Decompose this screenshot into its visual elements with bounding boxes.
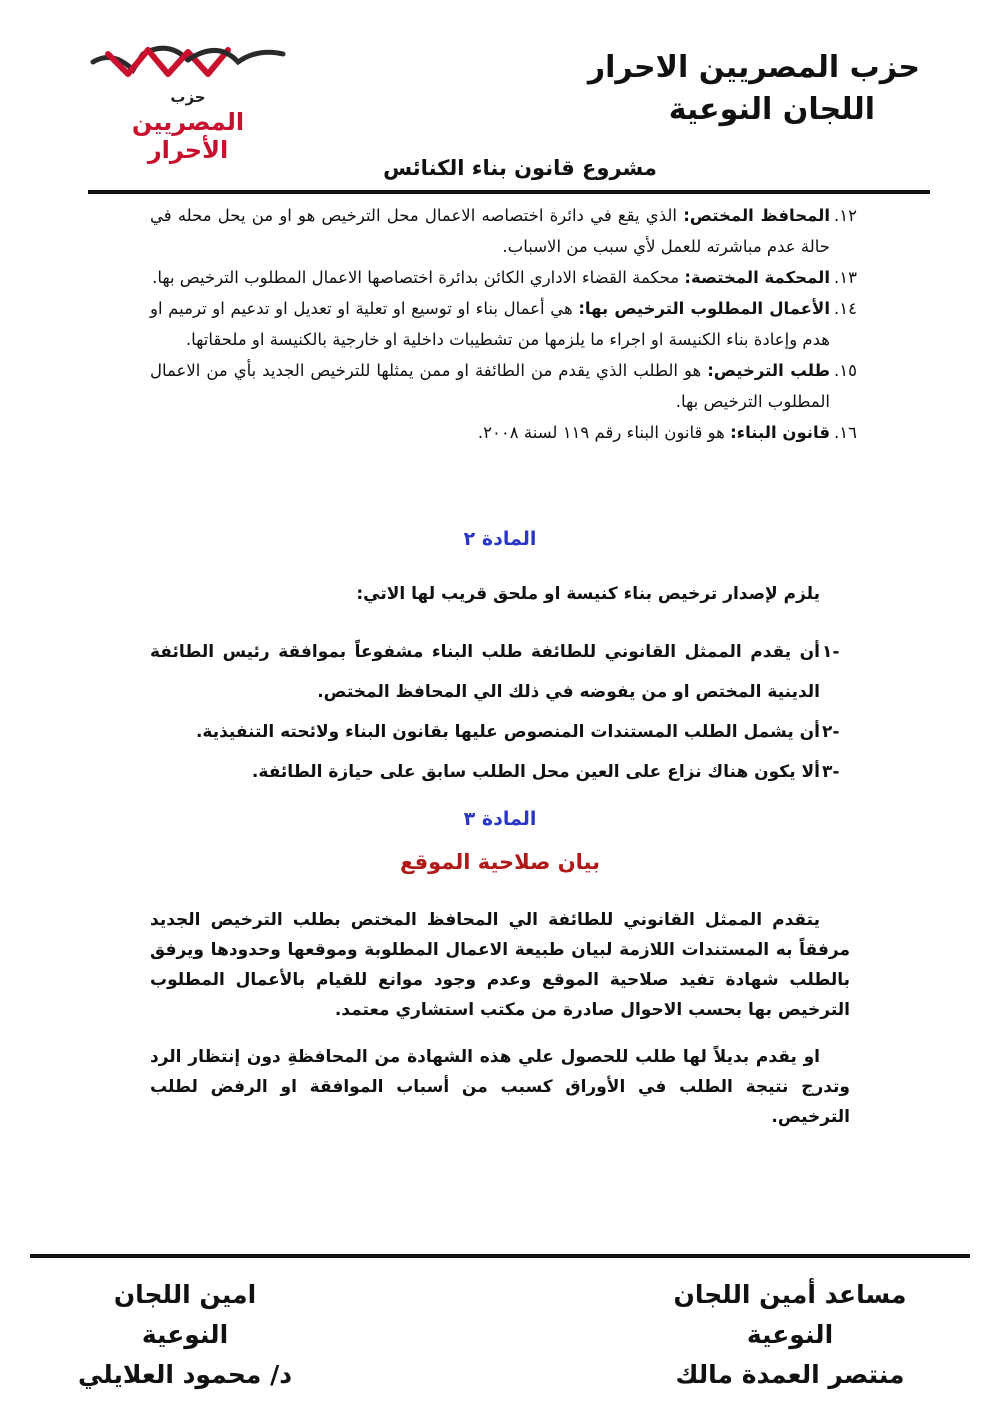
article-3-heading: المادة ٣ <box>463 808 537 830</box>
definition-item <box>150 200 857 262</box>
definition-item <box>150 262 857 293</box>
document-title: مشروع قانون بناء الكنائس <box>383 156 657 180</box>
article-3-paragraph-2: او يقدم بديلاً لها طلب للحصول علي هذه الشهادة من المحافظةِ دون إنتظار الرد وتدرج نتيجة الطلب في الأوراق كسبب من أسباب الموافقة او الرفض لطلب الترخيص. <box>150 1047 850 1127</box>
definition-term: المحكمة المختصة: <box>684 268 830 287</box>
committees-title: اللجان النوعية <box>668 92 875 127</box>
definition-number: ١٢. <box>834 206 857 225</box>
signature-left-name: د/ محمود العلايلي <box>77 1360 293 1389</box>
definition-number: ١٣. <box>834 268 857 287</box>
requirement-text: أن يقدم الممثل القانوني للطائفة طلب البناء مشفوعاً بموافقة رئيس الطائفة الدينية المختص او من يفوضه في ذلك الي المحافظ المختص. <box>150 642 820 702</box>
definition-item <box>150 417 857 448</box>
definition-term: طلب الترخيص: <box>707 361 830 380</box>
logo-name-text: المصريين الأحرار <box>131 108 245 164</box>
footer-divider <box>30 1254 970 1258</box>
definition-text: هو الطلب الذي يقدم من الطائفة او ممن يمثلها للترخيص الجديد بأي من الاعمال المطلوب الترخيص بها. <box>150 361 830 411</box>
requirement-text: ألا يكون هناك نزاع على العين محل الطلب سابق على حيازة الطائفة. <box>251 762 820 782</box>
logo-wings-icon <box>88 40 288 90</box>
definition-term: قانون البناء: <box>730 423 830 442</box>
party-name: حزب المصريين الاحرار <box>587 50 920 85</box>
article-3-paragraph-1: يتقدم الممثل القانوني للطائفة الي المحافظ المختص بطلب الترخيص الجديد مرفقاً به المستندات اللازمة لبيان طبيعة الاعمال المطلوبة وموقعها وحدودها ويرفق بالطلب شهادة تفيد صلاحية الموقع وعدم وجود موانع للقيام بالأعمال المطلوب الترخيص بها بحسب الاحوال صادرة من مكتب استشاري معتمد. <box>150 910 850 1020</box>
requirement-number: -١ <box>822 642 840 662</box>
signature-left <box>70 1275 300 1395</box>
definition-item <box>150 293 857 355</box>
definition-text: محكمة القضاء الاداري الكائن بدائرة اختصاصها الاعمال المطلوب الترخيص بها. <box>152 268 685 287</box>
definition-text: هو قانون البناء رقم ١١٩ لسنة ٢٠٠٨. <box>477 423 731 442</box>
definition-item <box>150 355 857 417</box>
definition-text: هي أعمال بناء او توسيع او تعلية او تعديل او تدعيم او ترميم او هدم وإعادة بناء الكنيسة او اجراء ما يلزمها من تشطيبات داخلية او خارجية بالكنيسة او ملحقاتها. <box>150 299 830 349</box>
requirements-list <box>150 632 840 792</box>
definition-number: ١٥. <box>834 361 857 380</box>
signature-left-title: امين اللجان النوعية <box>113 1280 257 1349</box>
signature-right-title: مساعد أمين اللجان النوعية <box>673 1280 907 1349</box>
party-logo <box>88 40 288 164</box>
definitions-list <box>150 200 857 448</box>
requirement-item <box>150 752 840 792</box>
requirement-item <box>150 712 840 752</box>
article-3-subtitle: بيان صلاحية الموقع <box>400 850 600 874</box>
requirement-text: أن يشمل الطلب المستندات المنصوص عليها بقانون البناء ولائحته التنفيذية. <box>195 722 820 742</box>
header-divider <box>88 190 930 194</box>
article-2-intro: يلزم لإصدار ترخيص بناء كنيسة او ملحق قريب لها الاتي: <box>356 584 820 604</box>
definition-number: ١٤. <box>834 299 857 318</box>
requirement-item <box>150 632 840 712</box>
requirement-number: -٢ <box>822 722 840 742</box>
definition-term: المحافظ المختص: <box>683 206 830 225</box>
signature-right <box>630 1275 950 1395</box>
article-2-heading: المادة ٢ <box>463 528 537 550</box>
definition-number: ١٦. <box>834 423 857 442</box>
requirement-number: -٣ <box>822 762 840 782</box>
signature-right-name: منتصر العمدة مالك <box>675 1360 905 1389</box>
definition-term: الأعمال المطلوب الترخيص بها: <box>578 299 830 318</box>
definition-text: الذي يقع في دائرة اختصاصه الاعمال محل الترخيص هو او من يحل محله في حالة عدم مباشرته للعمل لأي سبب من الاسباب. <box>150 206 830 256</box>
logo-small-text: حزب <box>170 88 206 106</box>
